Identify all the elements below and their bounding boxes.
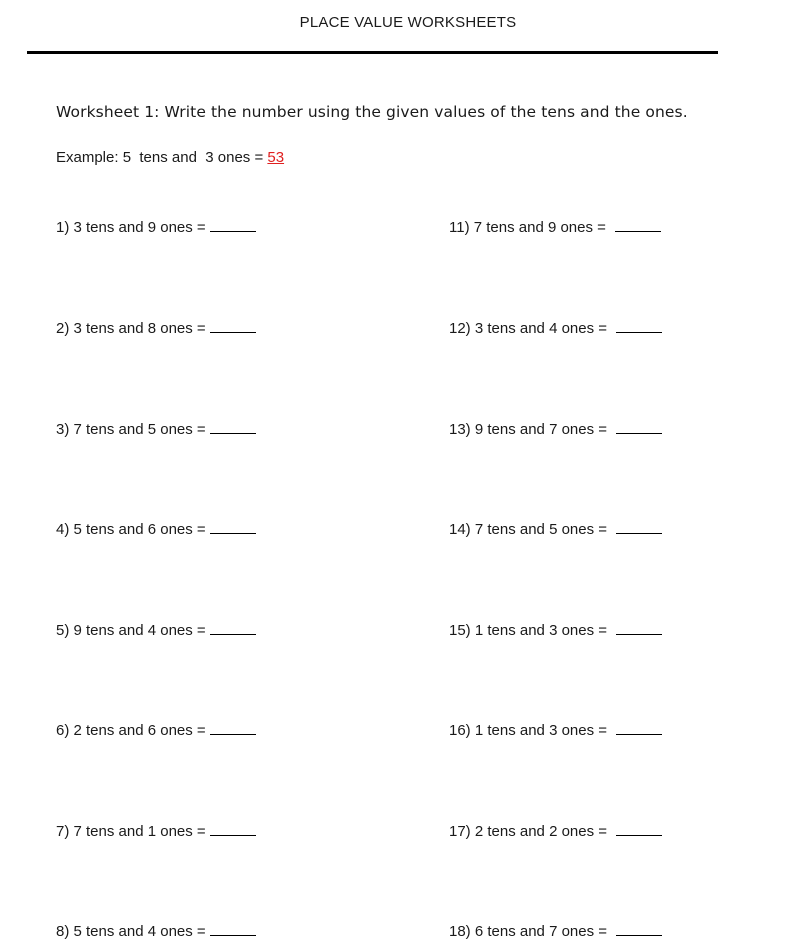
problem-item: [449, 823, 662, 840]
problem-text: 15) 1 tens and 3 ones =: [449, 622, 608, 639]
problem-item: [449, 622, 662, 639]
answer-blank[interactable]: [616, 923, 662, 936]
answer-blank[interactable]: [210, 421, 256, 434]
answer-blank[interactable]: [616, 622, 662, 635]
problem-text: 14) 7 tens and 5 ones =: [449, 521, 608, 538]
problem-text: 8) 5 tens and 4 ones =: [56, 923, 206, 940]
answer-blank[interactable]: [616, 521, 662, 534]
answer-blank[interactable]: [616, 421, 662, 434]
answer-blank[interactable]: [210, 923, 256, 936]
example: [56, 149, 284, 166]
problem-item: [56, 320, 256, 337]
problem-item: [449, 421, 662, 438]
answer-blank[interactable]: [615, 219, 661, 232]
problem-text: 3) 7 tens and 5 ones =: [56, 421, 206, 438]
problem-item: [56, 622, 256, 639]
problem-text: 6) 2 tens and 6 ones =: [56, 722, 206, 739]
answer-blank[interactable]: [210, 823, 256, 836]
problem-item: [56, 521, 256, 538]
answer-blank[interactable]: [616, 320, 662, 333]
problem-item: [449, 219, 661, 236]
problem-item: [449, 722, 662, 739]
answer-blank[interactable]: [616, 823, 662, 836]
problem-item: [56, 722, 256, 739]
problem-item: [56, 219, 256, 236]
page-title: PLACE VALUE WORKSHEETS: [299, 14, 517, 31]
problem-text: 17) 2 tens and 2 ones =: [449, 823, 608, 840]
problem-text: 5) 9 tens and 4 ones =: [56, 622, 206, 639]
title-divider: [27, 51, 718, 54]
problem-text: 11) 7 tens and 9 ones =: [449, 219, 606, 236]
answer-blank[interactable]: [210, 219, 256, 232]
problem-text: 7) 7 tens and 1 ones =: [56, 823, 206, 840]
answer-blank[interactable]: [210, 320, 256, 333]
problem-text: 2) 3 tens and 8 ones =: [56, 320, 206, 337]
example-answer: 53: [267, 149, 285, 166]
problem-item: [56, 923, 256, 940]
problem-text: 18) 6 tens and 7 ones =: [449, 923, 608, 940]
answer-blank[interactable]: [210, 521, 256, 534]
problem-item: [449, 320, 662, 337]
problem-text: 16) 1 tens and 3 ones =: [449, 722, 608, 739]
problem-text: 4) 5 tens and 6 ones =: [56, 521, 206, 538]
problem-text: 12) 3 tens and 4 ones =: [449, 320, 608, 337]
answer-blank[interactable]: [616, 722, 662, 735]
answer-blank[interactable]: [210, 622, 256, 635]
problem-text: 13) 9 tens and 7 ones =: [449, 421, 608, 438]
example-label: Example: 5 tens and 3 ones =: [56, 149, 264, 166]
problem-item: [449, 521, 662, 538]
problem-item: [449, 923, 662, 940]
problem-text: 1) 3 tens and 9 ones =: [56, 219, 206, 236]
problem-item: [56, 823, 256, 840]
instructions: Worksheet 1: Write the number using the given values of the tens and the ones.: [56, 103, 688, 121]
problem-item: [56, 421, 256, 438]
answer-blank[interactable]: [210, 722, 256, 735]
